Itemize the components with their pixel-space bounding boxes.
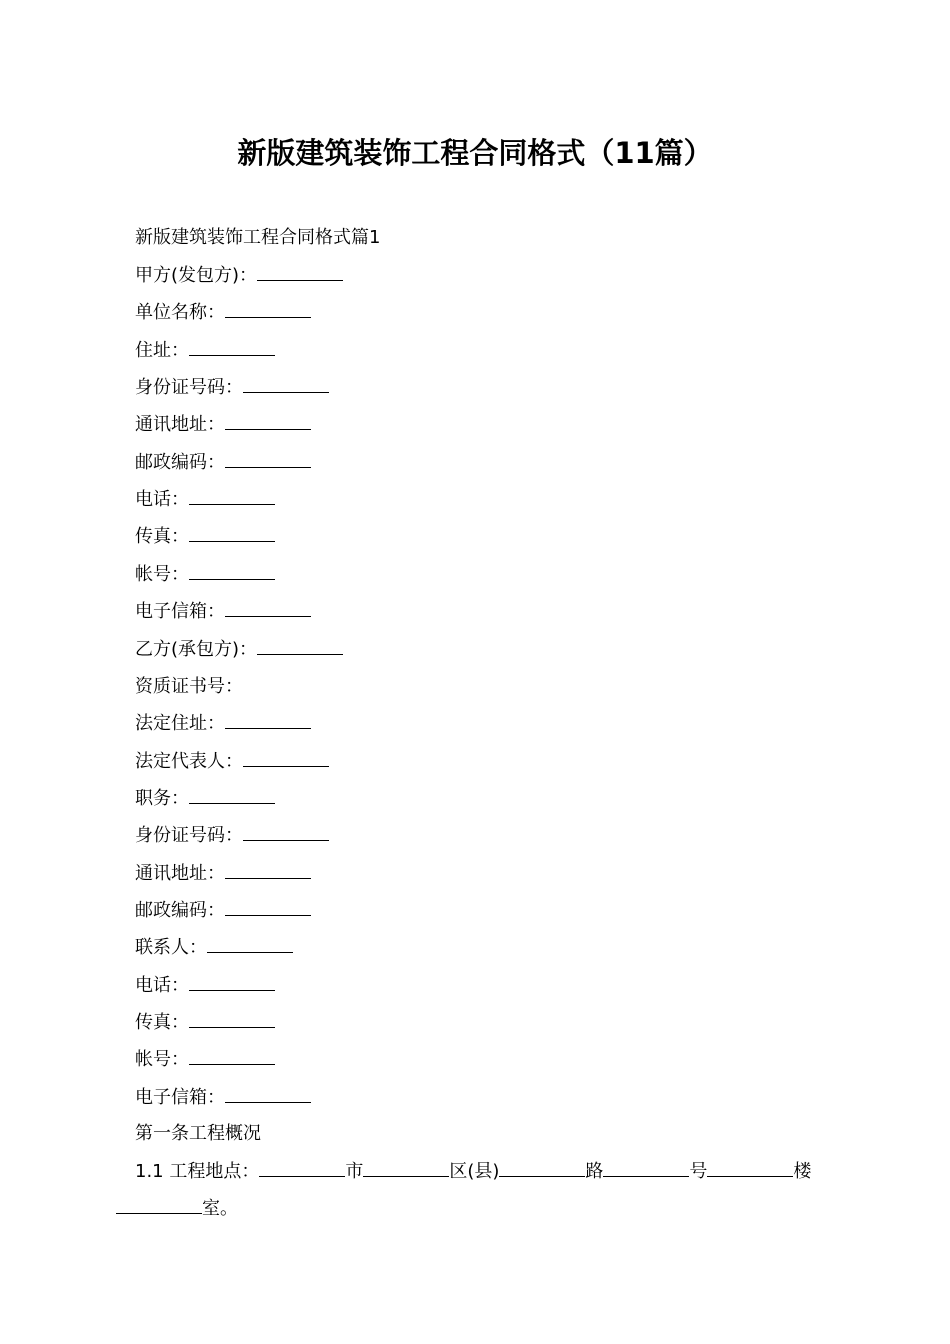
field-label: 甲方(发包方)：: [135, 265, 258, 286]
field-line: [135, 376, 329, 400]
location-prefix: 1.1 工程地点：: [135, 1161, 260, 1182]
field-line: [135, 1048, 275, 1072]
field-line: [135, 750, 329, 774]
district-blank[interactable]: [363, 1162, 449, 1177]
field-blank[interactable]: [207, 938, 293, 953]
field-line: [135, 451, 311, 475]
field-line: [135, 638, 343, 662]
field-label: 法定代表人：: [135, 751, 243, 772]
road-blank[interactable]: [499, 1162, 585, 1177]
field-line: [135, 1086, 311, 1110]
field-label: 联系人：: [135, 937, 207, 958]
field-label: 单位名称：: [135, 302, 225, 323]
field-line: [135, 413, 311, 437]
field-blank[interactable]: [225, 602, 311, 617]
field-blank[interactable]: [225, 901, 311, 916]
field-label: 邮政编码：: [135, 452, 225, 473]
location-line: [135, 1160, 811, 1184]
field-label: 传真：: [135, 1012, 189, 1033]
field-label: 身份证号码：: [135, 377, 243, 398]
field-line: [135, 675, 243, 699]
field-line: [135, 862, 311, 886]
field-label: 电子信箱：: [135, 1087, 225, 1108]
field-label: 帐号：: [135, 1049, 189, 1070]
field-blank[interactable]: [189, 1013, 275, 1028]
field-label: 传真：: [135, 526, 189, 547]
field-blank[interactable]: [189, 490, 275, 505]
field-blank[interactable]: [243, 752, 329, 767]
city-blank[interactable]: [259, 1162, 345, 1177]
field-blank[interactable]: [243, 378, 329, 393]
room-blank[interactable]: [116, 1199, 202, 1214]
field-blank[interactable]: [257, 640, 343, 655]
field-label: 通讯地址：: [135, 414, 225, 435]
building-blank[interactable]: [707, 1162, 793, 1177]
field-line: [135, 488, 275, 512]
field-blank[interactable]: [189, 527, 275, 542]
field-line: [135, 264, 343, 288]
field-label: 帐号：: [135, 564, 189, 585]
field-blank[interactable]: [189, 789, 275, 804]
field-line: [135, 974, 275, 998]
field-line: [135, 712, 311, 736]
field-blank[interactable]: [225, 864, 311, 879]
field-blank[interactable]: [225, 303, 311, 318]
field-line: [135, 301, 311, 325]
field-label: 住址：: [135, 340, 189, 361]
building-label: 楼: [793, 1161, 812, 1182]
city-label: 市: [345, 1161, 364, 1182]
field-label: 邮政编码：: [135, 900, 225, 921]
section-heading: 新版建筑装饰工程合同格式篇1: [135, 227, 381, 248]
location-line-cont: [116, 1197, 238, 1221]
field-label: 电子信箱：: [135, 601, 225, 622]
number-label: 号: [689, 1161, 708, 1182]
field-line: [135, 600, 311, 624]
field-label: 身份证号码：: [135, 825, 243, 846]
field-blank[interactable]: [189, 1050, 275, 1065]
field-blank[interactable]: [225, 1088, 311, 1103]
room-label: 室。: [202, 1198, 238, 1219]
field-label: 职务：: [135, 788, 189, 809]
field-blank[interactable]: [225, 415, 311, 430]
field-blank[interactable]: [189, 565, 275, 580]
field-blank[interactable]: [189, 976, 275, 991]
field-line: [135, 899, 311, 923]
number-blank[interactable]: [603, 1162, 689, 1177]
field-line: [135, 563, 275, 587]
field-line: [135, 1011, 275, 1035]
field-label: 电话：: [135, 489, 189, 510]
road-label: 路: [585, 1161, 604, 1182]
field-label: 通讯地址：: [135, 863, 225, 884]
field-line: [135, 525, 275, 549]
field-blank[interactable]: [243, 826, 329, 841]
field-blank[interactable]: [225, 714, 311, 729]
field-line: [135, 824, 329, 848]
field-line: [135, 787, 275, 811]
field-line: [135, 936, 293, 960]
article-heading: 第一条工程概况: [135, 1123, 261, 1144]
field-blank[interactable]: [225, 453, 311, 468]
field-line: [135, 339, 275, 363]
field-blank[interactable]: [257, 266, 343, 281]
field-label: 电话：: [135, 975, 189, 996]
field-label: 资质证书号：: [135, 676, 243, 697]
document-title: 新版建筑装饰工程合同格式（11篇）: [237, 136, 713, 170]
district-label: 区(县): [449, 1161, 500, 1182]
field-label: 法定住址：: [135, 713, 225, 734]
field-blank[interactable]: [189, 341, 275, 356]
field-label: 乙方(承包方)：: [135, 639, 258, 660]
